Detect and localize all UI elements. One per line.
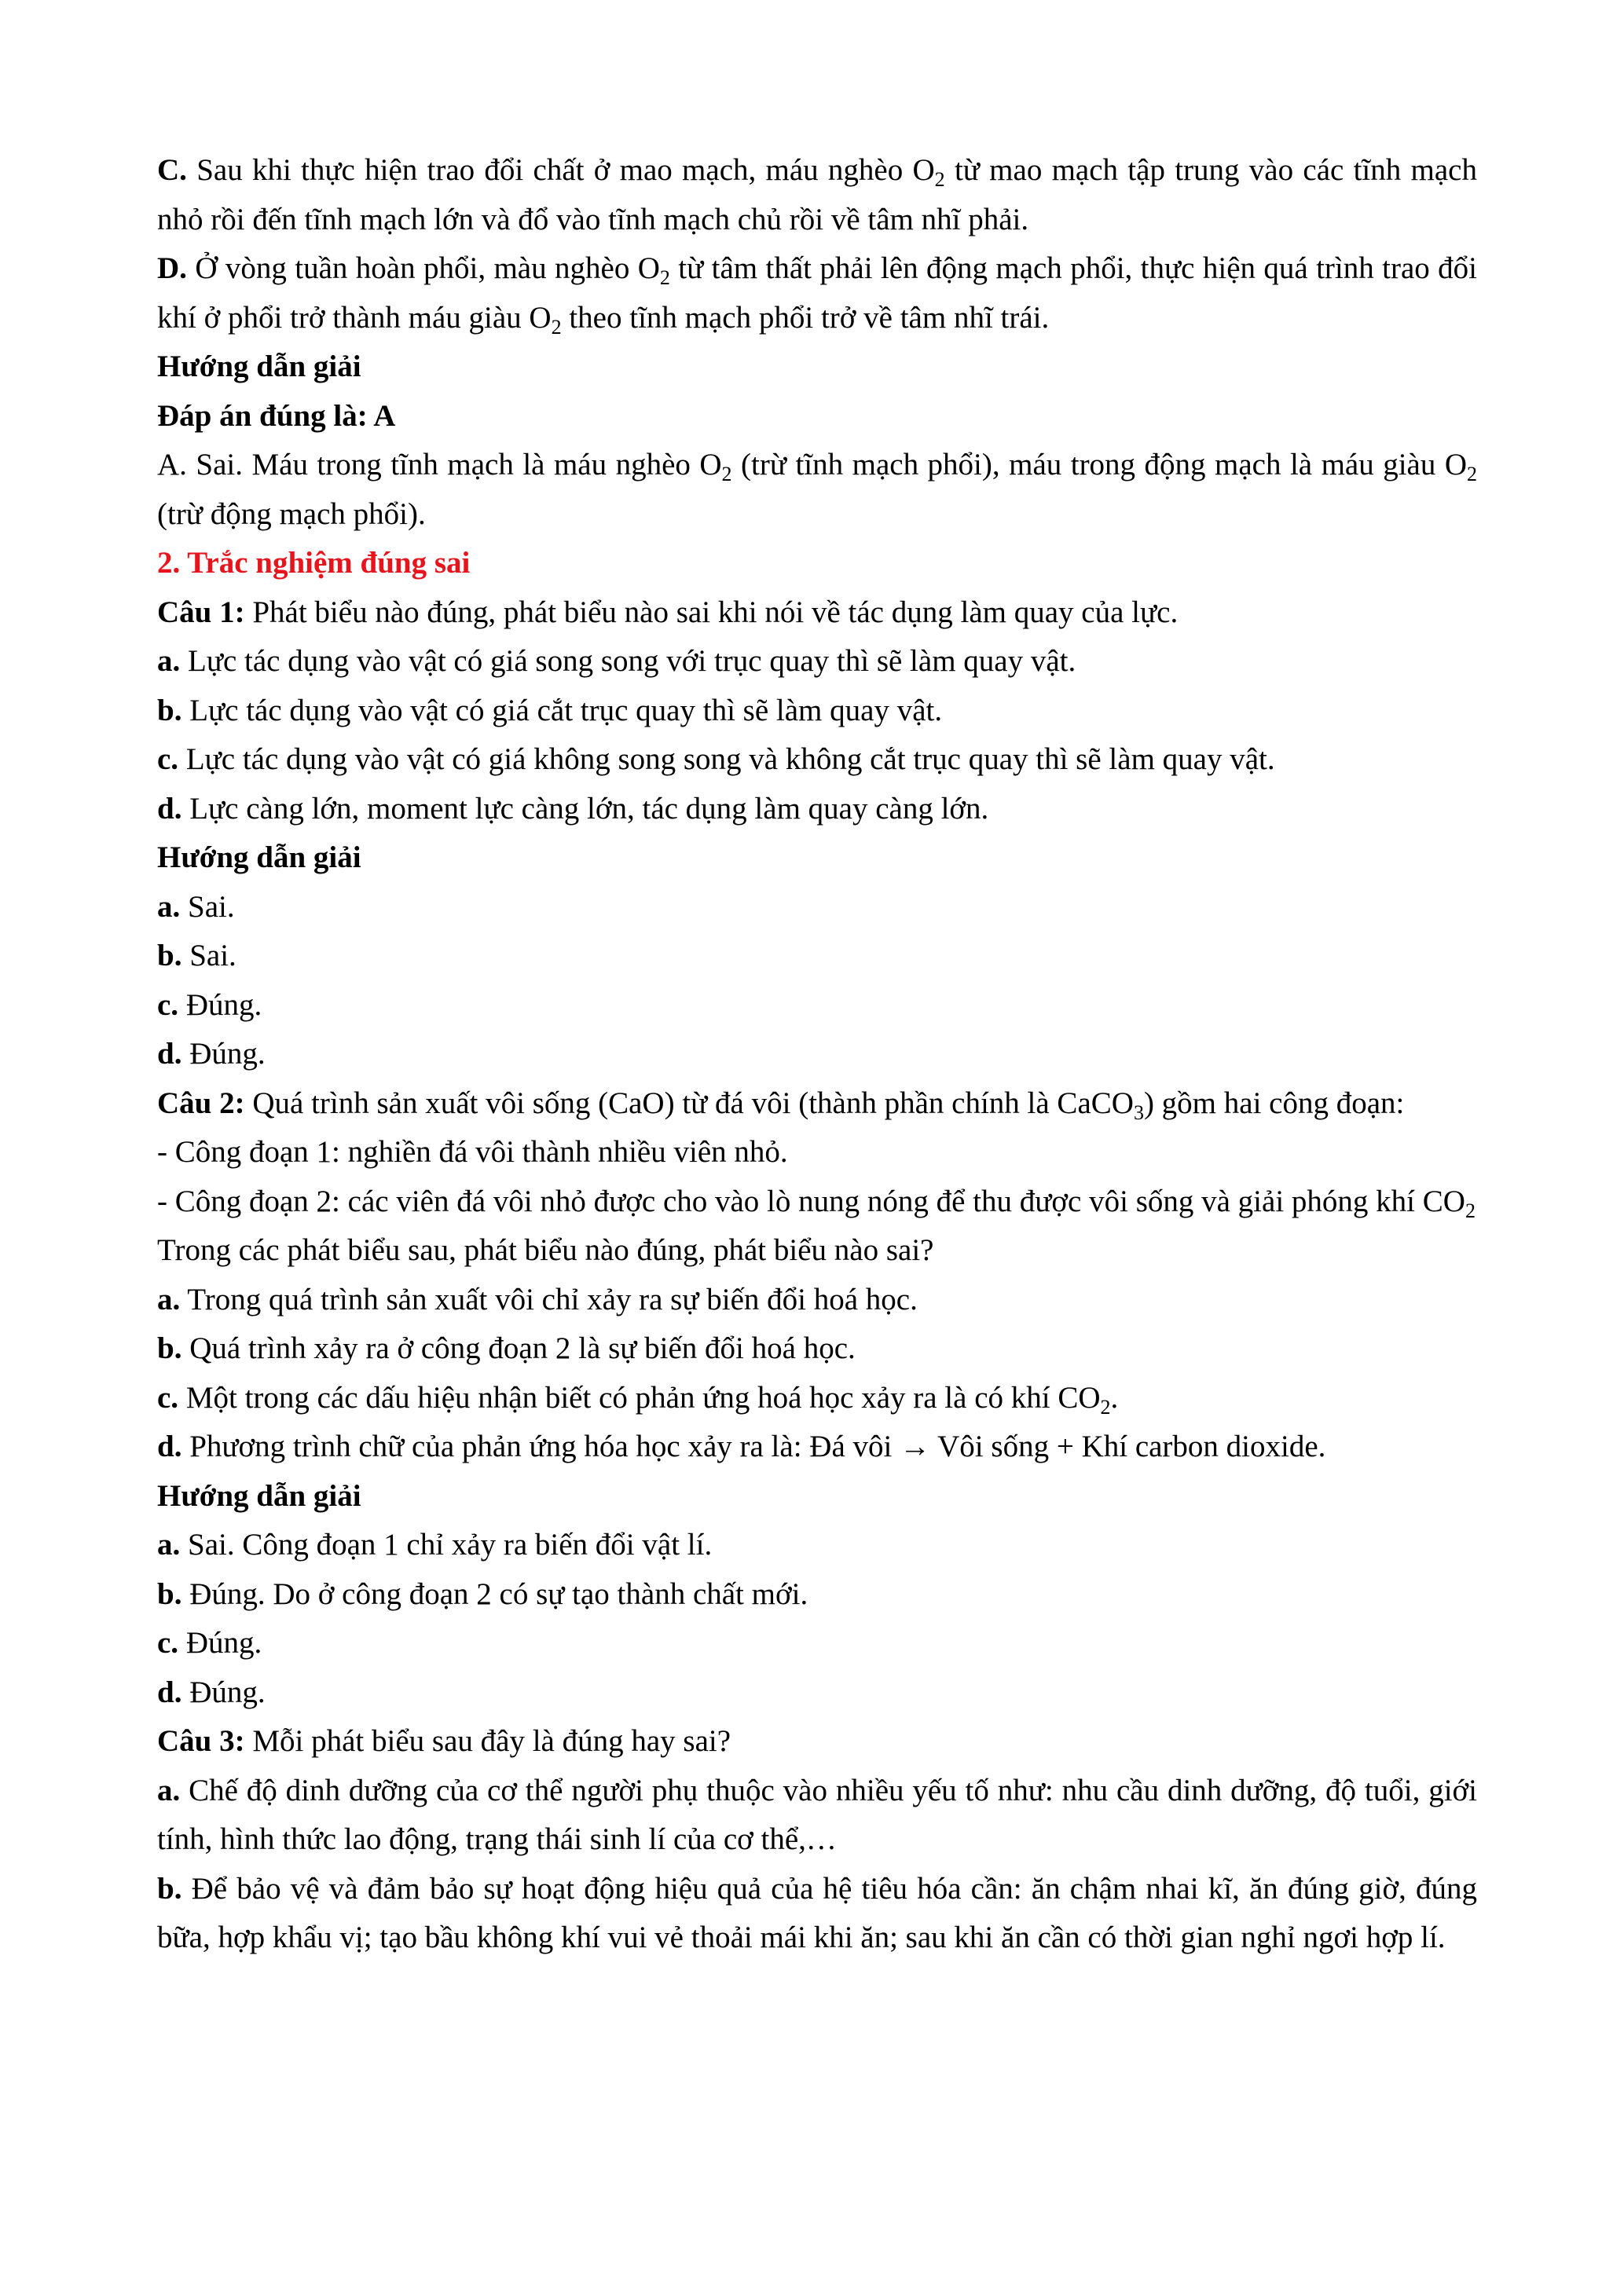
q2-answer-d: d. Đúng. — [157, 1675, 266, 1709]
q2-guide-heading: Hướng dẫn giải — [157, 1478, 361, 1513]
q2-statement-d: d. Phương trình chữ của phản ứng hóa học xảy ra là: Đá vôi → Vôi sống + Khí carbon dioxide. — [157, 1430, 1326, 1463]
guide-heading: Hướng dẫn giải — [157, 350, 361, 383]
q1-answer-c: c. Đúng. — [157, 987, 262, 1022]
q2-answer-b: b. Đúng. Do ở công đoạn 2 có sự tạo thành chất mới. — [157, 1576, 808, 1611]
option-d: D. Ở vòng tuần hoàn phổi, màu nghèo $O_2$ từ tâm thất phải lên động mạch phổi, thực hiện quá trình trao đổi khí ở phổi trở thành máu giàu $O_2$ theo tĩnh mạch phổi trở về tâm nhĩ trái. — [157, 251, 1478, 339]
q3-statement-a: a. Chế độ dinh dưỡng của cơ thể người phụ thuộc vào nhiều yếu tố như: nhu cầu dinh dưỡng, độ tuổi, giới tính, hình thức lao động, trạng thái sinh lí của cơ thể,… — [157, 1773, 1477, 1856]
q2-prompt: Trong các phát biểu sau, phát biểu nào đúng, phát biểu nào sai? — [157, 1233, 934, 1267]
q1-statement-b: b. Lực tác dụng vào vật có giá cắt trục quay thì sẽ làm quay vật. — [157, 693, 943, 727]
q2-answer-c: c. Đúng. — [157, 1626, 262, 1660]
q1-statement-a: a. Lực tác dụng vào vật có giá song song với trục quay thì sẽ làm quay vật. — [157, 644, 1076, 678]
q1-answer-d: d. Đúng. — [157, 1037, 266, 1071]
question-2: Câu 2: Quá trình sản xuất vôi sống (CaO) từ đá vôi (thành phần chính là CaCO$_3$) gồm hai công đoạn: — [157, 1086, 1405, 1124]
q2-statement-a: a. Trong quá trình sản xuất vôi chỉ xảy ra sự biến đổi hoá học. — [157, 1282, 918, 1316]
q1-guide-heading: Hướng dẫn giải — [157, 840, 361, 874]
q1-statement-c: c. Lực tác dụng vào vật có giá không song song và không cắt trục quay thì sẽ làm quay vật. — [157, 742, 1275, 776]
explanation: A. Sai. Máu trong tĩnh mạch là máu nghèo $O_2$ (trừ tĩnh mạch phổi), máu trong động mạch là máu giàu $O_2$ (trừ động mạch phổi). — [157, 448, 1478, 531]
q2-step-1: - Công đoạn 1: nghiền đá vôi thành nhiều viên nhỏ. — [157, 1135, 788, 1169]
answer-line: Đáp án đúng là: A — [157, 398, 396, 433]
document-page — [157, 146, 1477, 1963]
q1-answer-b: b. Sai. — [157, 939, 236, 972]
q1-statement-d: d. Lực càng lớn, moment lực càng lớn, tác dụng làm quay càng lớn. — [157, 791, 989, 826]
question-3: Câu 3: Mỗi phát biểu sau đây là đúng hay sai? — [157, 1724, 731, 1758]
question-1: Câu 1: Phát biểu nào đúng, phát biểu nào sai khi nói về tác dụng làm quay của lực. — [157, 595, 1179, 629]
q3-statement-b: b. Để bảo vệ và đảm bảo sự hoạt động hiệu quả của hệ tiêu hóa cần: ăn chậm nhai kĩ, ăn đúng giờ, đúng bữa, hợp khẩu vị; tạo bầu không khí vui vẻ thoải mái khi ăn; sau khi ăn cần có thời gian nghỉ ngơi hợp lí. — [157, 1871, 1477, 1954]
q2-statement-b: b. Quá trình xảy ra ở công đoạn 2 là sự biến đổi hoá học. — [157, 1331, 856, 1365]
q1-answer-a: a. Sai. — [157, 889, 235, 924]
q2-statement-c: c. Một trong các dấu hiệu nhận biết có phản ứng hoá học xảy ra là có khí $CO_2$. — [157, 1380, 1119, 1419]
q2-step-2: - Công đoạn 2: các viên đá vôi nhỏ được cho vào lò nung nóng để thu được vôi sống và giải phóng khí $CO_2$ — [157, 1184, 1476, 1222]
option-c: C. Sau khi thực hiện trao đổi chất ở mao mạch, máu nghèo $O_2$ từ mao mạch tập trung vào các tĩnh mạch nhỏ rồi đến tĩnh mạch lớn và đổ vào tĩnh mạch chủ rồi về tâm nhĩ phải. — [157, 153, 1477, 236]
section-heading: 2. Trắc nghiệm đúng sai — [157, 546, 471, 580]
q2-answer-a: a. Sai. Công đoạn 1 chỉ xảy ra biến đổi vật lí. — [157, 1528, 713, 1562]
